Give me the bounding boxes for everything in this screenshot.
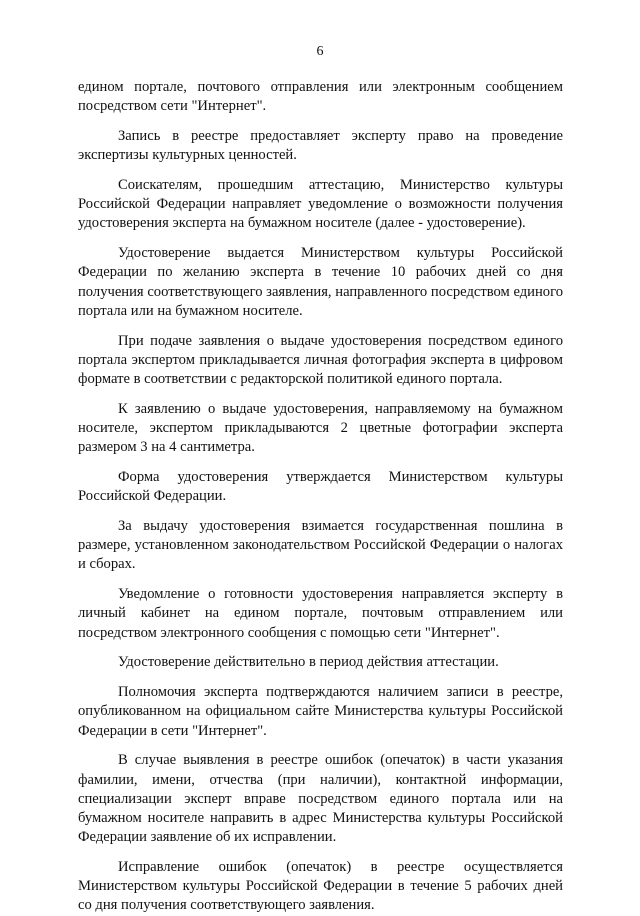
- document-body: [78, 78, 563, 916]
- page-number: 6: [316, 44, 324, 59]
- paragraph: Удостоверение действительно в период действия аттестации.: [118, 654, 499, 671]
- paragraph: К заявлению о выдаче удостоверения, направляемому на бумажном носителе, экспертом прикладываются 2 цветные фотографии эксперта размером 3 на 4 сантиметра.: [78, 400, 563, 456]
- paragraph: Исправление ошибок (опечаток) в реестре осуществляется Министерством культуры Российской Федерации в течение 5 рабочих дней со дня получения соответствующего заявления.: [78, 859, 563, 914]
- paragraph: В случае выявления в реестре ошибок (опечаток) в части указания фамилии, имени, отчества (при наличии), контактной информации, специализации эксперт вправе посредством единого портала или на бумажном носителе направить в адрес Министерства культуры Российской Федерации заявление об их исправлении.: [78, 752, 563, 846]
- paragraph: Запись в реестре предоставляет эксперту право на проведение экспертизы культурных ценностей.: [78, 128, 563, 164]
- paragraph: Форма удостоверения утверждается Министерством культуры Российской Федерации.: [78, 469, 563, 505]
- paragraph: Полномочия эксперта подтверждаются наличием записи в реестре, опубликованном на официальном сайте Министерства культуры Российской Федерации в сети "Интернет".: [78, 684, 563, 739]
- paragraph-continuation: едином портале, почтового отправления или электронным сообщением посредством сети "Интернет".: [78, 79, 563, 115]
- paragraph: За выдачу удостоверения взимается государственная пошлина в размере, установленном законодательством Российской Федерации о налогах и сборах.: [78, 518, 563, 573]
- paragraph: При подаче заявления о выдаче удостоверения посредством единого портала экспертом прикладывается личная фотография эксперта в цифровом формате в соответствии с редакторской политикой единого портала.: [78, 332, 563, 388]
- paragraph: Уведомление о готовности удостоверения направляется эксперту в личный кабинет на едином портале, почтовым отправлением или посредством электронного сообщения с помощью сети "Интернет".: [78, 586, 563, 641]
- paragraph: Соискателям, прошедшим аттестацию, Министерство культуры Российской Федерации направляет уведомление о возможности получения удостоверения эксперта на бумажном носителе (далее - удостоверение).: [78, 177, 563, 232]
- paragraph: Удостоверение выдается Министерством культуры Российской Федерации по желанию эксперта в течение 10 рабочих дней со дня получения соответствующего заявления, направленного посредством единого портала или на бумажном носителе.: [78, 245, 563, 319]
